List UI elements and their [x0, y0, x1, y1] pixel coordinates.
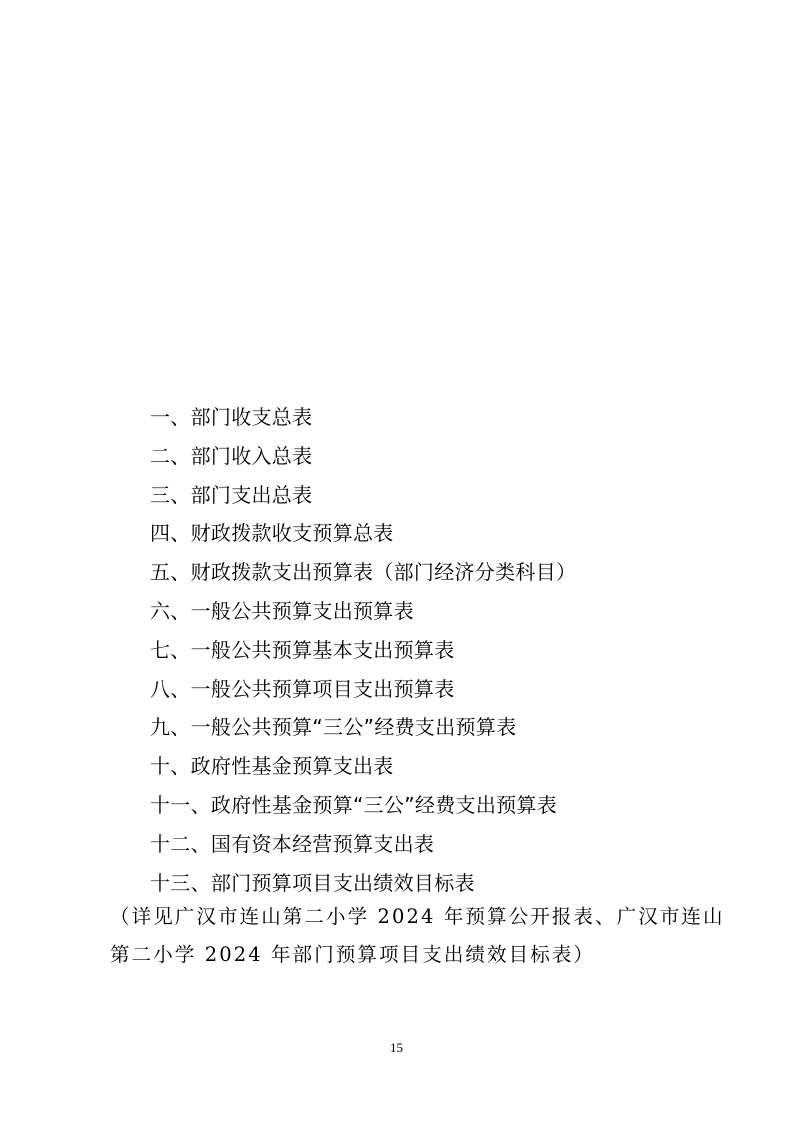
list-item: 十三、部门预算项目支出绩效目标表	[150, 870, 475, 895]
list-item: 四、财政拨款收支预算总表	[150, 521, 394, 546]
list-item: 十一、政府性基金预算“三公”经费支出预算表	[150, 792, 558, 817]
list-item: 八、一般公共预算项目支出预算表	[150, 676, 455, 701]
table-list	[150, 398, 710, 902]
list-item: 六、一般公共预算支出预算表	[150, 598, 414, 623]
page-number: 15	[390, 1040, 403, 1055]
detail-note	[110, 898, 725, 974]
list-item: 二、部门收入总表	[150, 443, 313, 468]
list-item: 七、一般公共预算基本支出预算表	[150, 637, 455, 662]
list-item: 一、部门收支总表	[150, 405, 313, 429]
list-item: 十、政府性基金预算支出表	[150, 754, 394, 779]
note-line-2: 第二小学 2024 年部门预算项目支出绩效目标表）	[110, 943, 596, 966]
list-item: 三、部门支出总表	[150, 482, 313, 507]
list-item: 九、一般公共预算“三公”经费支出预算表	[150, 715, 517, 740]
note-line-1: （详见广汉市连山第二小学 2024 年预算公开报表、广汉市连山	[110, 905, 725, 928]
list-item: 五、财政拨款支出预算表（部门经济分类科目）	[150, 560, 577, 585]
list-item: 十二、国有资本经营预算支出表	[150, 831, 435, 856]
